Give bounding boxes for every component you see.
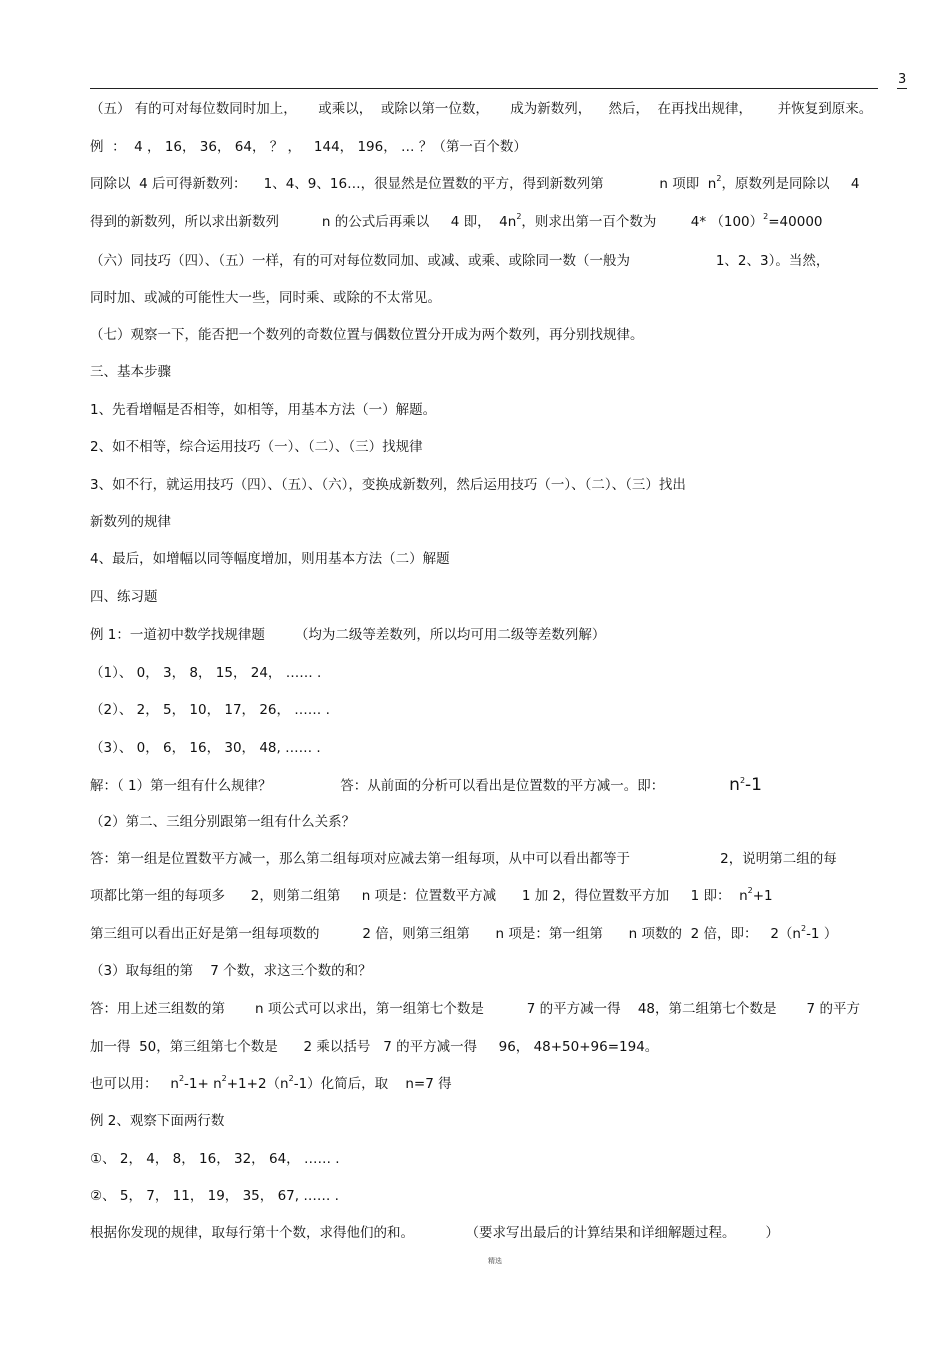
text-line: 2、如不相等，综合运用技巧（一）、（二）、（三）找规律 xyxy=(90,439,423,455)
text-line: 根据你发现的规律，取每行第十个数，求得他们的和。 （要求写出最后的计算结果和详细解题过程。 ） xyxy=(90,1225,780,1241)
text-line: ②、 5， 7， 11， 19， 35， 67, …… . xyxy=(90,1188,339,1204)
text-line: （五） 有的可对每位数同时加上， 或乘以， 或除以第一位数， 成为新数列， 然后， 在再找出规律， 并恢复到原来。 xyxy=(90,101,873,117)
text-line: 项都比第一组的每项多 2，则第二组第 n 项是：位置数平方减 1 加 2，得位置数平方加 1 即： $n^2+1$ xyxy=(90,886,773,904)
text-line: （1）、 0， 3， 8， 15， 24， …… . xyxy=(90,665,322,681)
text-line: 答：用上述三组数的第 n 项公式可以求出，第一组第七个数是 7 的平方减一得 48，第二组第七个数是 7 的平方 xyxy=(90,1001,860,1017)
text-line: 答：第一组是位置数平方减一，那么第二组每项对应减去第一组每项，从中可以看出都等于 2，说明第二组的每 xyxy=(90,851,837,867)
text-line: （六）同技巧（四）、（五）一样，有的可对每位数同加、或减、或乘、或除同一数（一般为 1、2、3）。当然， xyxy=(90,253,830,269)
text-line: 3、如不行，就运用技巧（四）、（五）、（六），变换成新数列，然后运用技巧（一）、（二）、（三）找出 xyxy=(90,477,686,493)
text-line: （3）取每组的第 7 个数，求这三个数的和？ xyxy=(90,963,372,979)
text-line: 例 ： 4 ， 16， 36， 64， ？ ， 144， 196， … ？（第一百个数） xyxy=(90,139,527,155)
text-line: 也可以用： $n^2-1+ n^2+1+2(n^2-1)$化简后，取 n=7 得 xyxy=(90,1074,452,1092)
text-line: ①、 2， 4， 8， 16， 32， 64， …… . xyxy=(90,1151,340,1167)
text-line: 4、最后，如增幅以同等幅度增加，则用基本方法（二）解题 xyxy=(90,551,450,567)
text-line: （2）第二、三组分别跟第一组有什么关系？ xyxy=(90,814,356,830)
text-line: 例 1：一道初中数学找规律题 （均为二级等差数列，所以均可用二级等差数列解） xyxy=(90,627,606,643)
text-line: 例 2、观察下面两行数 xyxy=(90,1113,225,1129)
text-line: 加一得 50，第三组第七个数是 2 乘以括号 7 的平方减一得 96， 48+50+96=194。 xyxy=(90,1039,659,1055)
text-line: 第三组可以看出正好是第一组每项数的 2 倍，则第三组第 n 项是：第一组第 n 项数的 2 倍，即： $2(n^2-1$ ） xyxy=(90,924,838,942)
text-line: 同除以 4 后可得新数列： 1、4、9、16…，很显然是位置数的平方，得到新数列第 n 项即 $n^2$，原数列是同除以 4 xyxy=(90,174,860,192)
section-heading: 四、练习题 xyxy=(90,589,158,605)
footer-label: 精选 xyxy=(488,1257,502,1265)
header-rule xyxy=(90,88,878,89)
section-heading: 三、基本步骤 xyxy=(90,364,171,380)
text-line: （2）、 2， 5， 10， 17， 26， …… . xyxy=(90,702,330,718)
text-line: （七）观察一下，能否把一个数列的奇数位置与偶数位置分开成为两个数列，再分别找规律。 xyxy=(90,327,644,343)
text-line: 同时加、或减的可能性大一些，同时乘、或除的不太常见。 xyxy=(90,290,441,306)
text-line: （3）、 0， 6， 16， 30， 48, …… . xyxy=(90,740,321,756)
text-line: 1、先看增幅是否相等，如相等，用基本方法（一）解题。 xyxy=(90,402,437,418)
text-line: 新数列的规律 xyxy=(90,514,171,530)
page-number: 3 xyxy=(898,72,907,87)
text-line: 得到的新数列，所以求出新数列 n 的公式后再乘以 4 即， $4n^2$，则求出第一百个数为 4* $(100)^2=40000$ xyxy=(90,212,823,230)
text-line: 解：（ 1）第一组有什么规律？ 答：从前面的分析可以看出是位置数的平方减一。即： $n^2-1$ xyxy=(90,775,762,795)
